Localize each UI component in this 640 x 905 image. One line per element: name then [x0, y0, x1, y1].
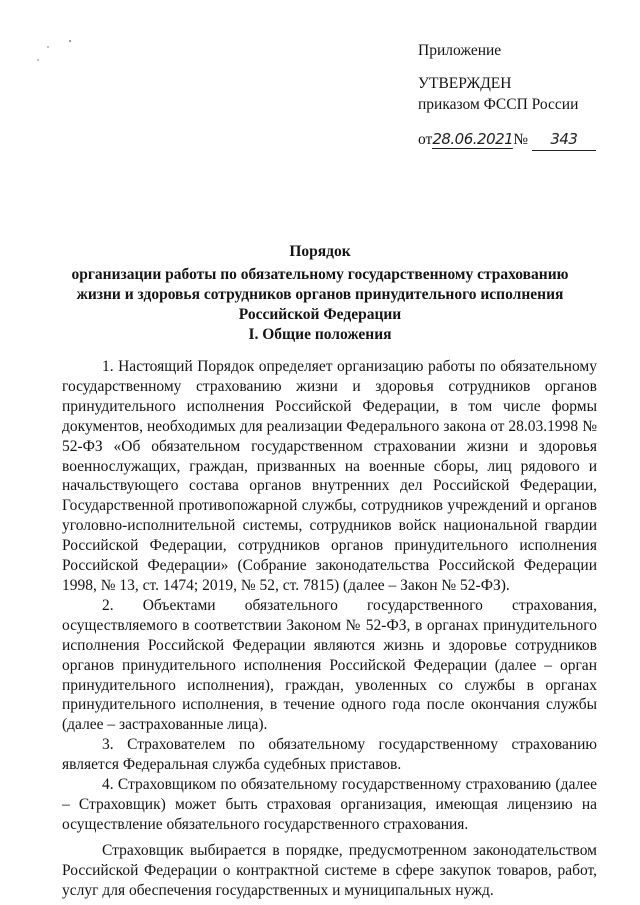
appendix-label: Приложение	[418, 42, 502, 59]
title-line: Российской Федерации	[238, 306, 402, 323]
handwritten-number: 343	[550, 130, 578, 148]
approval-block	[418, 40, 623, 151]
title-line: организации работы по обязательному государственному страхованию	[71, 266, 569, 283]
number-prefix: №	[513, 131, 529, 148]
handwritten-date: 28.06.2021	[432, 130, 514, 148]
order-date-number-line	[418, 129, 623, 151]
document-body	[62, 357, 597, 900]
document-title	[52, 242, 588, 325]
paragraph-4: 4. Страховщиком по обязательному государственному страхованию (далее – Страховщик) может быть страховая организация, имеющая лицензию на осуществление обязательного государственного страхования.	[62, 776, 597, 833]
paragraph-2: 2. Объектами обязательного государственного страхования, осуществляемого в соответствии Законом № 52-ФЗ, в органах принудительного исполнения Российской Федерации являются жизнь и здоровье сотрудников органов принудительного исполнения Российской Федерации (далее – орган принудительного исполнения), граждан, уволенных со службы в органах принудительного исполнения, в течение одного года после окончания службы (далее – застрахованные лица).	[62, 596, 597, 734]
paragraph-5: Страховщик выбирается в порядке, предусмотренном законодательством Российской Федерации о контрактной системе в сфере закупок товаров, работ, услуг для обеспечения государственных и муниципальных нужд.	[62, 841, 597, 899]
section-heading: I. Общие положения	[248, 326, 392, 343]
paragraph-3: 3. Страхователем по обязательному государственному страхованию является Федеральная служба судебных приставов.	[62, 736, 597, 774]
title-line: жизни и здоровья сотрудников органов принудительного исполнения	[76, 286, 564, 303]
approved-label: УТВЕРЖДЕН	[418, 75, 512, 92]
order-of-label: приказом ФССП России	[418, 96, 579, 113]
date-prefix: от	[418, 131, 433, 148]
paragraph-1: 1. Настоящий Порядок определяет организацию работы по обязательному государственному страхованию жизни и здоровья сотрудников органов принудительного исполнения Российской Федерации, в том числе формы документов, необходимых для реализации Федерального закона от 28.03.1998 № 52-ФЗ «Об обязательном государственном страховании жизни и здоровья военнослужащих, граждан, призванных на военные сборы, лиц рядового и начальствующего состава органов внутренних дел Российской Федерации, Государственной противопожарной службы, сотрудников учреждений и органов уголовно-исполнительной системы, сотрудников войск национальной гвардии Российской Федерации, сотрудников органов принудительного исполнения Российской Федерации» (Собрание законодательства Российской Федерации 1998, № 13, ст. 1474; 2019, № 52, ст. 7815) (далее – Закон № 52-ФЗ).	[62, 358, 597, 594]
title-word: Порядок	[289, 243, 351, 260]
